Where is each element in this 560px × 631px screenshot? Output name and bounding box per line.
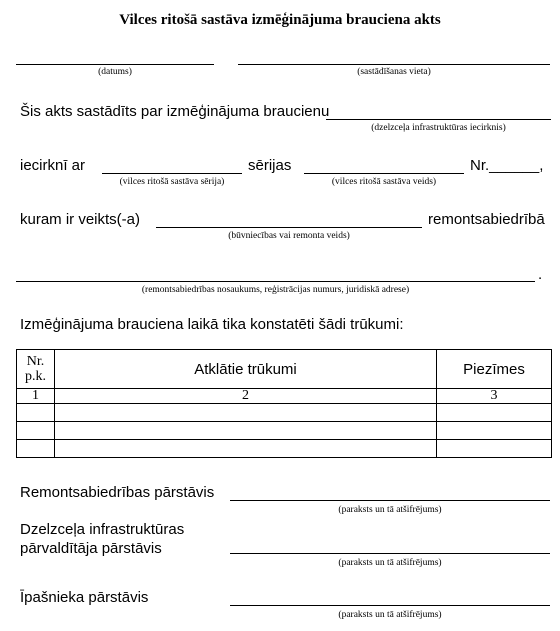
signature-label-infra: Dzelzceļa infrastruktūras pārvaldītāja pārstāvis bbox=[20, 521, 185, 557]
section-with-label: iecirknī ar bbox=[20, 157, 86, 174]
table-cell[interactable] bbox=[437, 440, 552, 458]
infra-section-caption: (dzelzceļa infrastruktūras iecirknis) bbox=[371, 123, 506, 133]
col-number-1: 1 bbox=[17, 389, 55, 404]
header-defects: Atklātie trūkumi bbox=[55, 350, 437, 389]
signature-caption-repair: (paraksts un tā atšifrējums) bbox=[338, 505, 442, 515]
rs-type-field-line[interactable] bbox=[304, 173, 464, 174]
signature-label-repair: Remontsabiedrības pārstāvis bbox=[20, 484, 215, 501]
number-label: Nr.______, bbox=[470, 157, 544, 174]
rs-series-caption: (vilces ritošā sastāva sērija) bbox=[119, 177, 225, 187]
rs-type-caption: (vilces ritošā sastāva veids) bbox=[331, 177, 437, 187]
table-row[interactable] bbox=[17, 440, 552, 458]
series-label: sērijas bbox=[248, 157, 292, 174]
act-intro-text: Šis akts sastādīts par izmēģinājuma braucienu bbox=[20, 103, 330, 120]
date-field-line[interactable] bbox=[16, 64, 214, 65]
infra-section-field-line[interactable] bbox=[326, 119, 551, 120]
company-details-field-line[interactable] bbox=[16, 281, 535, 282]
defects-table bbox=[16, 349, 552, 458]
col-number-2: 2 bbox=[55, 389, 437, 404]
table-row[interactable] bbox=[17, 422, 552, 440]
signature-line-owner[interactable] bbox=[230, 605, 550, 606]
company-line-period: . bbox=[538, 266, 543, 283]
signature-line-repair[interactable] bbox=[230, 500, 550, 501]
date-caption: (datums) bbox=[98, 67, 132, 77]
table-cell[interactable] bbox=[437, 404, 552, 422]
place-field-line[interactable] bbox=[238, 64, 550, 65]
table-cell[interactable] bbox=[55, 440, 437, 458]
table-row[interactable] bbox=[17, 404, 552, 422]
work-type-caption: (būvniecības vai remonta veids) bbox=[228, 231, 350, 241]
signature-caption-infra: (paraksts un tā atšifrējums) bbox=[338, 558, 442, 568]
table-cell[interactable] bbox=[55, 404, 437, 422]
table-cell[interactable] bbox=[17, 404, 55, 422]
work-type-field-line[interactable] bbox=[156, 227, 422, 228]
company-details-caption: (remontsabiedrības nosaukums, reģistrācijas numurs, juridiskā adrese) bbox=[141, 285, 410, 295]
table-cell[interactable] bbox=[17, 440, 55, 458]
table-cell[interactable] bbox=[17, 422, 55, 440]
repair-company-label: remontsabiedrībā bbox=[428, 211, 545, 228]
table-number-row bbox=[17, 389, 552, 404]
table-header-row bbox=[17, 350, 552, 389]
defects-intro-text: Izmēģinājuma brauciena laikā tika konstatēti šādi trūkumi: bbox=[20, 316, 404, 333]
col-number-3: 3 bbox=[437, 389, 552, 404]
header-notes: Piezīmes bbox=[437, 350, 552, 389]
document-title: Vilces ritošā sastāva izmēģinājuma brauciena akts bbox=[119, 12, 441, 28]
place-caption: (sastādīšanas vieta) bbox=[357, 67, 431, 77]
table-cell[interactable] bbox=[437, 422, 552, 440]
signature-caption-owner: (paraksts un tā atšifrējums) bbox=[338, 610, 442, 620]
table-cell[interactable] bbox=[55, 422, 437, 440]
rs-series-field-line[interactable] bbox=[102, 173, 242, 174]
work-done-label: kuram ir veikts(-a) bbox=[20, 211, 141, 228]
signature-label-owner: Īpašnieka pārstāvis bbox=[20, 589, 149, 606]
header-nr: Nr. p.k. bbox=[17, 350, 55, 389]
signature-line-infra[interactable] bbox=[230, 553, 550, 554]
